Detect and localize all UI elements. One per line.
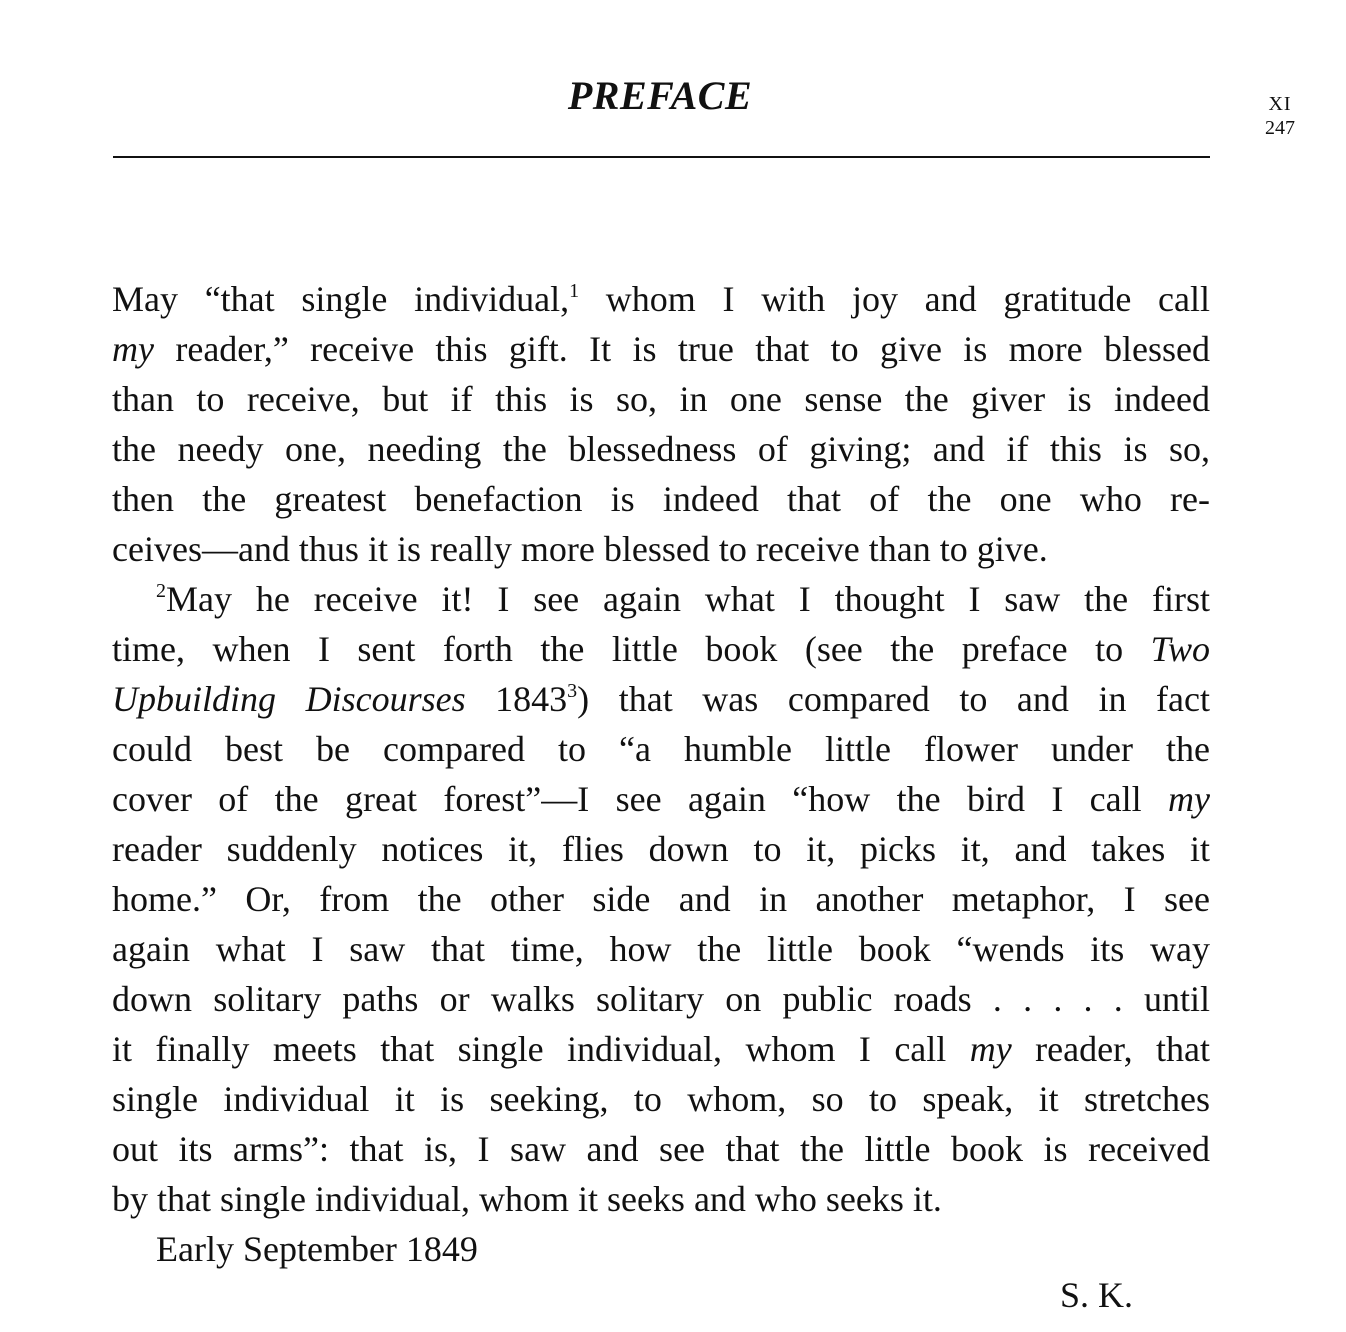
paragraph-2-line-9: down solitary paths or walks solitary on public roads . . . . . until xyxy=(112,979,1210,1019)
paragraph-1-line-4: the needy one, needing the blessedness of giving; and if this is so, xyxy=(112,429,1210,469)
paragraph-2-line-7: home.” Or, from the other side and in another metaphor, I see xyxy=(112,879,1210,919)
margin-page-number: 247 xyxy=(1265,117,1295,139)
paragraph-2-line-8: again what I saw that time, how the little book “wends its way xyxy=(112,929,1210,969)
footnote-ref-2: 2 xyxy=(156,580,166,602)
footnote-ref-3: 3 xyxy=(567,680,578,702)
paragraph-2-line-2: time, when I sent forth the little book (see the preface to Two xyxy=(112,629,1210,669)
paragraph-1-line-6: ceives—and thus it is really more blessed to receive than to give. xyxy=(112,529,1048,569)
paragraph-2-line-4: could best be compared to “a humble little flower under the xyxy=(112,729,1210,769)
margin-volume: XI xyxy=(1268,93,1292,115)
signature: S. K. xyxy=(1060,1275,1134,1315)
paragraph-2-line-6: reader suddenly notices it, flies down to it, picks it, and takes it xyxy=(112,829,1210,869)
paragraph-2-line-5: cover of the great forest”—I see again “how the bird I call my xyxy=(112,779,1210,819)
paragraph-2-line-1: $^2$May he receive it! I see again what I thought I saw the first xyxy=(156,579,1210,619)
dateline: Early September 1849 xyxy=(156,1229,478,1269)
header-rule xyxy=(113,156,1210,158)
page-title: PREFACE xyxy=(567,73,753,118)
paragraph-2-line-13: by that single individual, whom it seeks and who seeks it. xyxy=(112,1179,942,1219)
footnote-ref-1: 1 xyxy=(569,280,580,302)
paragraph-1-line-1: May “that single individual,$^1$ whom I with joy and gratitude call xyxy=(112,279,1210,319)
paragraph-2-line-10: it finally meets that single individual, whom I call my reader, that xyxy=(112,1029,1211,1069)
paragraph-2-line-12: out its arms”: that is, I saw and see that the little book is received xyxy=(112,1129,1210,1169)
body-text xyxy=(112,274,1210,1274)
paragraph-2-line-11: single individual it is seeking, to whom, so to speak, it stretches xyxy=(112,1079,1210,1119)
paragraph-1-line-3: than to receive, but if this is so, in one sense the giver is indeed xyxy=(112,379,1210,419)
paragraph-1-line-5: then the greatest benefaction is indeed that of the one who re- xyxy=(112,479,1210,519)
margin-reference xyxy=(1250,92,1310,140)
paragraph-1-line-2: my reader,” receive this gift. It is true that to give is more blessed xyxy=(112,329,1210,369)
paragraph-2-line-3: Upbuilding Discourses 1843$^3$) that was compared to and in fact xyxy=(112,679,1211,719)
